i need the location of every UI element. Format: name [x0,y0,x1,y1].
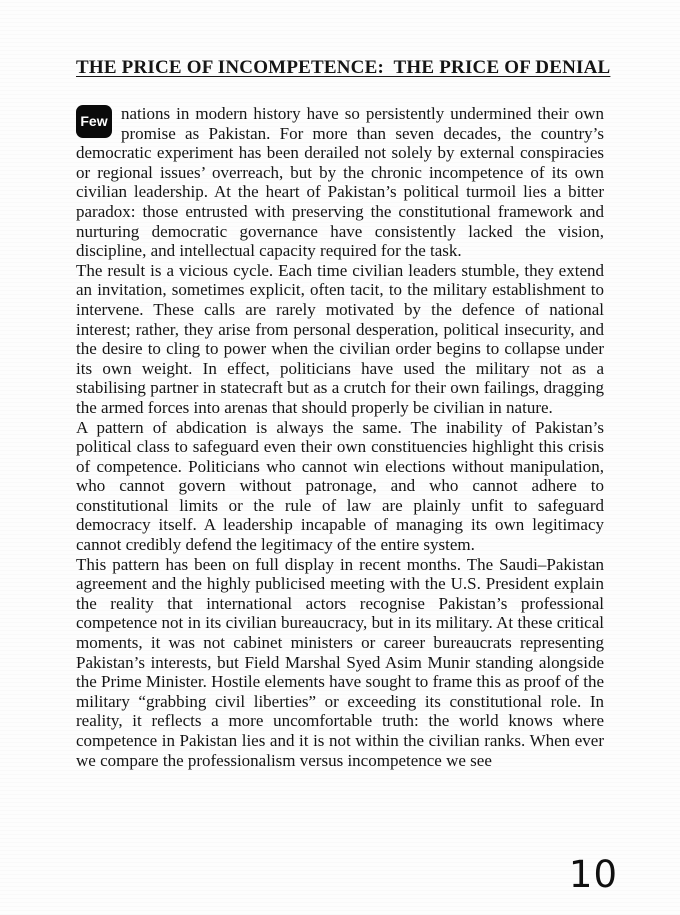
paragraph-4: This pattern has been on full display in recent months. The Saudi–Pakistan agreement and the highly publicised meeting with the U.S. President explain the reality that international actors recognise Pakistan’s professional competence not in its civilian bureaucracy, but in its military. At these critical moments, it was not cabinet ministers or career bureaucrats representing Pakistan’s interests, but Field Marshal Syed Asim Munir standing alongside the Prime Minister. Hostile elements have sought to frame this as proof of the military “grabbing civil liberties” or exceeding its constitutional role. In reality, it reflects a more uncomfortable truth: the world knows where competence in Pakistan lies and it is not within the civilian ranks. When ever we compare the professionalism versus incompetence we see [76,554,604,770]
paragraph-3: A pattern of abdication is always the same. The inability of Pakistan’s political class to safeguard even their own constituencies highlight this crisis of competence. Politicians who cannot win elections without manipulation, who cannot govern without patronage, and who cannot adhere to constitutional limits or the rule of law are plainly unfit to safeguard democracy itself. A leadership incapable of managing its own legitimacy cannot credibly defend the legitimacy of the entire system. [76,417,604,555]
page-number: 10 [568,853,618,896]
article-body [76,104,604,770]
few-keycap-badge: Few [76,105,112,138]
page-title: THE PRICE OF INCOMPETENCE: THE PRICE OF DENIAL [76,57,611,78]
paragraph-1 [76,104,604,261]
paragraph-1-text: nations in modern history have so persistently undermined their own promise as Pakistan. For more than seven decades, the country’s democratic experiment has been derailed not solely by external conspiracies or regional issues’ overreach, but by the chronic incompetence of its own civilian leadership. At the heart of Pakistan’s political turmoil lies a bitter paradox: those entrusted with preserving the constitutional framework and nurturing democratic governance have consistently lacked the vision, discipline, and intellectual capacity required for the task. [76,104,604,261]
paragraph-2: The result is a vicious cycle. Each time civilian leaders stumble, they extend an invitation, sometimes explicit, often tacit, to the military establishment to intervene. These calls are rarely motivated by the defence of national interest; rather, they arise from personal desperation, political insecurity, and the desire to cling to power when the civilian order begins to collapse under its own weight. In effect, politicians have used the military not as a stabilising partner in statecraft but as a crutch for their own failings, dragging the armed forces into arenas that should properly be civilian in nature. [76,260,604,417]
